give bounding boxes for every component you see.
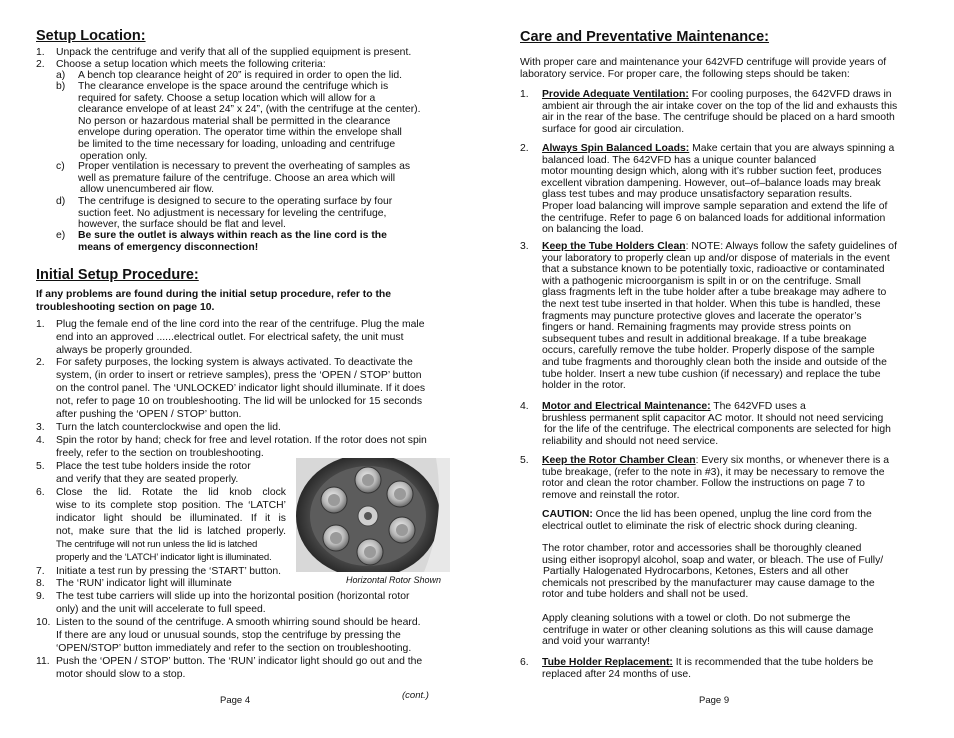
- item-text: subsequent tubes and result in additional breakage. If a tube breakage: [542, 333, 867, 345]
- step-number: 3.: [36, 422, 45, 433]
- sub-text: however, the surface should be flat and level.: [78, 219, 286, 231]
- item-heading-row: [542, 89, 892, 101]
- step-text: Place the test tube holders inside the rotor: [56, 461, 251, 472]
- item-first-line: : NOTE: Always follow the safety guidelines of: [685, 241, 897, 252]
- list-number: 1.: [36, 47, 45, 58]
- sub-text: envelope during operation. The operator time within the envelope shall: [78, 127, 402, 139]
- step-text: Plug the female end of the line cord into the rear of the centrifuge. Plug the male: [56, 319, 425, 330]
- item-number: 5.: [520, 455, 529, 466]
- cont-label: (cont.): [402, 690, 429, 701]
- setup-location-title: Setup Location:: [36, 28, 146, 44]
- step-text: ‘OPEN/STOP’ button immediately and refer to the section on troubleshooting.: [56, 643, 412, 654]
- step-text: and verify that they are seated properly.: [56, 474, 239, 485]
- right-page: [477, 0, 954, 738]
- item-text: brushless permanent split capacitor AC motor. It should not need servicing: [542, 412, 884, 424]
- item-number: 1.: [520, 89, 529, 100]
- sub-text: clearance envelope of at least 24” x 24”, (with the centrifuge at the center).: [78, 104, 421, 116]
- step-text: Close the lid. Rotate the lid knob clock: [56, 487, 286, 498]
- sub-text: suction feet. No adjustment is necessary for leveling the centrifuge,: [78, 207, 387, 219]
- step-text: The test tube carriers will slide up into the horizontal position (horizontal rotor: [56, 591, 410, 602]
- step-text: motor should slow to a stop.: [56, 669, 186, 680]
- step-text: after pushing the ‘OPEN / STOP’ button.: [56, 409, 242, 420]
- step-text: properly and the ‘LATCH’ indicator light is illuminated.: [56, 552, 272, 563]
- step-text: freely, refer to the section on troubleshooting.: [56, 448, 264, 459]
- cleaning-text: rotor and tube holders and shall not be used.: [542, 589, 749, 601]
- cleaning-text: The rotor chamber, rotor and accessories shall be thoroughly cleaned: [542, 543, 862, 554]
- item-heading-row: [542, 401, 806, 413]
- sub-text: The clearance envelope is the space around the centrifuge which is: [78, 81, 389, 92]
- care-maintenance-title: Care and Preventative Maintenance:: [520, 29, 770, 45]
- caution-row: [542, 509, 872, 521]
- item-text: replaced after 24 months of use.: [542, 668, 692, 680]
- step-number: 10.: [36, 617, 51, 628]
- rotor-image-icon: [296, 458, 450, 572]
- cleaning-text: Partially Halogenated Hydrocarbons, Ketones, Esters and all other: [543, 566, 849, 578]
- item-text: excellent vibration dampening. However, out–of–balance loads may break: [541, 177, 881, 189]
- item-text: balanced load. The 642VFD has a unique counter balanced: [542, 154, 817, 166]
- step-text: not, make sure that the lid is latched properly.: [56, 526, 286, 537]
- item-number: 4.: [520, 401, 529, 412]
- warning-text: troubleshooting section on page 10.: [36, 302, 215, 313]
- item-text: air in the rear of the base. The centrifuge should be placed on a hard smooth: [542, 112, 895, 124]
- step-text: always be properly grounded.: [56, 345, 193, 356]
- item-number: 6.: [520, 657, 529, 668]
- item-text: tube breakage, (refer to the note in #3), it may be necessary to remove the: [542, 466, 885, 478]
- caution-text: Once the lid has been opened, unplug the line cord from the: [592, 509, 872, 520]
- item-text: glass test tubes and may produce unsatisfactory separation results.: [542, 189, 853, 201]
- item-first-line: The 642VFD uses a: [710, 401, 806, 412]
- item-text: reliability and should not need service.: [542, 435, 719, 447]
- step-text: Push the ‘OPEN / STOP’ button. The ‘RUN’ indicator light should go out and the: [56, 656, 423, 667]
- sub-text: well as premature failure of the centrifuge. Choose an area which will: [78, 172, 396, 184]
- step-text: Turn the latch counterclockwise and open the lid.: [56, 422, 281, 433]
- apply-text: Apply cleaning solutions with a towel or cloth. Do not submerge the: [542, 613, 851, 624]
- step-text: Listen to the sound of the centrifuge. A smooth whirring sound should be heard.: [56, 617, 421, 628]
- step-text: The ‘RUN’ indicator light will illuminate: [56, 578, 232, 589]
- item-text: holder in the rotor.: [542, 380, 626, 392]
- item-number: 3.: [520, 241, 529, 252]
- sub-text: required for safety. Choose a setup location which will allow for a: [78, 92, 376, 104]
- item-text: motor mounting design which, along with it’s rubber suction feet, produces: [541, 166, 882, 178]
- item-text: rotor and clean the rotor chamber. Follow the instructions on page 7 to: [542, 478, 865, 490]
- sub-text: operation only.: [80, 150, 148, 162]
- intro-text: With proper care and maintenance your 642VFD centrifuge will provide years of: [520, 57, 887, 68]
- sub-text: Be sure the outlet is always within reach as the line cord is the: [78, 230, 387, 241]
- step-number: 11.: [36, 656, 50, 667]
- item-heading: Tube Holder Replacement:: [542, 657, 673, 668]
- item-first-line: It is recommended that the tube holders be: [672, 657, 874, 668]
- apply-text: centrifuge in water or other cleaning solutions as this will cause damage: [543, 624, 874, 636]
- item-text: on balancing the load.: [542, 224, 644, 236]
- step-number: 9.: [36, 591, 45, 602]
- step-text: system, (in order to insert or retrieve samples), press the ‘OPEN / STOP’ button: [56, 370, 422, 381]
- item-heading: Provide Adequate Ventilation:: [542, 89, 689, 100]
- caution-label: CAUTION:: [542, 509, 593, 520]
- sub-letter: a): [56, 70, 66, 81]
- sub-text: means of emergency disconnection!: [78, 241, 259, 253]
- list-text: Choose a setup location which meets the following criteria:: [56, 58, 326, 70]
- step-number: 8.: [36, 578, 45, 589]
- step-text: Spin the rotor by hand; check for free and level rotation. If the rotor does not spin: [56, 435, 427, 446]
- sub-letter: d): [56, 196, 66, 207]
- item-heading-row: [542, 241, 897, 253]
- step-number: 4.: [36, 435, 45, 446]
- item-heading-row: [542, 657, 873, 669]
- step-number: 7.: [36, 566, 45, 577]
- sub-letter: c): [56, 161, 65, 172]
- item-text: for the life of the centrifuge. The electrical components are selected for high: [544, 424, 891, 436]
- step-number: 6.: [36, 487, 45, 498]
- item-text: fingers or hand. Remaining fragments may provide stress points on: [542, 322, 851, 334]
- item-first-line: : Every six months, or whenever there is a: [695, 455, 890, 466]
- sub-text: A bench top clearance height of 20” is required in order to open the lid.: [78, 70, 403, 81]
- item-text: Proper load balancing will improve sample separation and extend the life of: [542, 201, 888, 212]
- rotor-photo: [296, 458, 450, 572]
- step-text: not, refer to page 10 on troubleshooting. The lid will be unlocked for 15 seconds: [56, 396, 423, 407]
- step-number: 1.: [36, 319, 45, 330]
- step-text: only) and the unit will accelerate to full speed.: [56, 604, 266, 615]
- apply-text: and void your warranty!: [542, 636, 651, 648]
- item-text: that a substance known to be potentially toxic, radioactive or contaminated: [542, 264, 885, 276]
- item-text: and tube fragments and thoroughly clean both the inside and outside of the: [542, 357, 887, 368]
- step-text: If there are any loud or unusual sounds, stop the centrifuge by pressing the: [56, 630, 401, 641]
- item-text: fragments may puncture protective gloves and lacerate the operator’s: [542, 310, 862, 322]
- sub-text: No person or hazardous material shall be permitted in the clearance: [78, 115, 391, 127]
- item-text: your laboratory to properly clean up and/or dispose of materials in the event: [542, 252, 890, 264]
- item-text: with a pathogenic microorganism is spilt in or on the centrifuge. Small: [542, 275, 861, 287]
- step-text: The centrifuge will not run unless the lid is latched: [56, 539, 258, 550]
- sub-letter: e): [56, 230, 66, 241]
- item-heading: Motor and Electrical Maintenance:: [542, 401, 711, 412]
- step-text: end into an approved ......electrical outlet. For electrical safety, the unit must: [56, 332, 404, 343]
- item-text: the centrifuge. Refer to page 6 on balanced loads for additional information: [541, 212, 886, 224]
- page-number: Page 9: [699, 695, 730, 706]
- sub-text: allow unencumbered air flow.: [80, 184, 214, 196]
- item-first-line: Make certain that you are always spinning a: [689, 143, 895, 154]
- sub-text: be limited to the time necessary for loading, unloading and centrifuge: [78, 139, 396, 150]
- step-text: indicator light should be illuminated. If it is: [56, 513, 286, 524]
- intro-text: laboratory service. For proper care, the following steps should be taken:: [520, 68, 850, 80]
- warning-text: If any problems are found during the initial setup procedure, refer to the: [36, 289, 392, 300]
- item-text: the next test tube inserted in that holder. When this tube is handled, these: [542, 299, 881, 310]
- item-text: occurs, carefully remove the tube holder. Properly dispose of the sample: [542, 345, 875, 357]
- item-heading: Always Spin Balanced Loads:: [542, 143, 690, 154]
- sub-text: The centrifuge is designed to secure to the operating surface by four: [78, 196, 393, 207]
- item-text: remove and reinstall the rotor.: [542, 489, 680, 501]
- list-number: 2.: [36, 58, 45, 70]
- item-text: ambient air through the air intake cover on the top of the lid and exhausts this: [542, 100, 898, 112]
- item-heading-row: [542, 143, 894, 155]
- item-text: surface for good air circulation.: [542, 123, 685, 135]
- sub-text: Proper ventilation is necessary to prevent the overheating of samples as: [78, 161, 411, 172]
- step-number: 2.: [36, 357, 45, 368]
- item-heading: Keep the Tube Holders Clean: [542, 241, 686, 252]
- item-text: glass fragments left in the tube holder after a tube breakage may adhere to: [542, 287, 887, 299]
- list-text: Unpack the centrifuge and verify that all of the supplied equipment is present.: [56, 47, 412, 58]
- sub-letter: b): [56, 81, 66, 92]
- photo-caption: Horizontal Rotor Shown: [346, 575, 442, 585]
- step-text: wise to its complete stop position. The ‘LATCH’: [56, 500, 286, 511]
- item-heading-row: [542, 455, 889, 467]
- item-first-line: For cooling purposes, the 642VFD draws in: [688, 89, 892, 100]
- page-number: Page 4: [220, 695, 251, 706]
- item-text: tube holder. Insert a new tube cushion (if necessary) and replace the tube: [542, 368, 881, 380]
- step-text: Initiate a test run by pressing the ‘START’ button.: [56, 566, 282, 577]
- item-heading: Keep the Rotor Chamber Clean: [542, 455, 696, 466]
- step-text: on the control panel. The ‘UNLOCKED’ indicator light should illuminate. If it does: [56, 383, 426, 394]
- item-number: 2.: [520, 143, 529, 154]
- initial-setup-title: Initial Setup Procedure:: [36, 267, 199, 283]
- cleaning-text: chemicals not prescribed by the manufacturer may cause damage to the: [542, 577, 875, 589]
- cleaning-text: using either isopropyl alcohol, soap and water, or bleach. The use of Fully/: [542, 554, 884, 566]
- step-number: 5.: [36, 461, 45, 472]
- step-text: For safety purposes, the locking system is always activated. To deactivate the: [56, 357, 413, 368]
- caution-text: electrical outlet to eliminate the risk of electric shock during cleaning.: [542, 520, 858, 532]
